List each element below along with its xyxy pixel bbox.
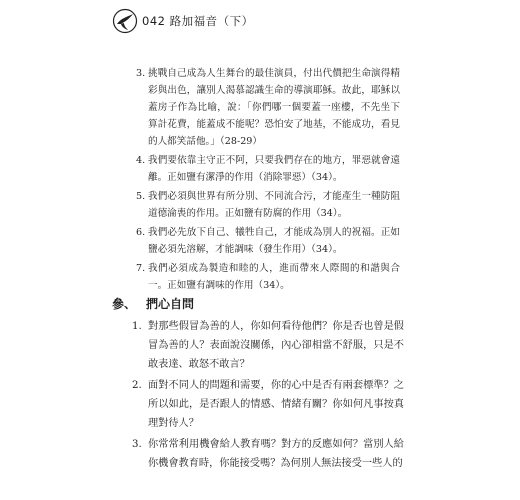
section-title: 捫心自問 — [146, 297, 195, 311]
item-text: 挑戰自己成為人生舞台的最佳演員，付出代價把生命演得精彩與出色，讓別人渴慕認識生命的導演耶穌。故此，耶穌以蓋房子作為比喻，說：「你們哪一個要蓋一座樓，不先坐下算計花費，能蓋成不能呢？恐怕安了地基，不能成功，看見的人都笑話他。」（28-29） — [148, 68, 400, 147]
item-text: 我們必先放下自己、犧牲自己，才能成為別人的祝福。正如鹽必須先溶解，才能調味（發生作用）（34）。 — [148, 227, 400, 255]
item-text: 我們必須與世界有所分別、不同流合污，才能產生一種防阻道德淪喪的作用。正如鹽有防腐的作用（34）。 — [148, 191, 400, 219]
list-item — [136, 260, 400, 294]
item-text: 面對不同人的問題和需要，你的心中是否有兩套標準？之所以如此，是否跟人的情感、情緒有關？你如何凡事按真理對待人？ — [148, 380, 404, 429]
item-text: 你常常利用機會給人教育嗎？對方的反應如何？當別人給你機會教育時，你能接受嗎？為何別人無法接受一些人的 — [148, 439, 404, 469]
item-number: 5. — [136, 191, 146, 202]
list-item — [132, 376, 404, 433]
item-text: 我們要依靠主守正不阿，只要我們存在的地方，罪惡就會遠離。正如鹽有潔淨的作用（消除罪惡）（34）。 — [148, 155, 400, 183]
item-number: 3. — [132, 439, 142, 450]
list-item — [136, 152, 400, 186]
application-list — [136, 65, 400, 296]
section-heading — [112, 295, 194, 312]
dove-logo-icon — [112, 8, 138, 34]
list-item — [136, 224, 400, 258]
item-number: 2. — [132, 380, 142, 391]
item-text: 我們必須成為製造和睦的人，進而帶來人際間的和諧與合一。正如鹽有調味的作用（34）。 — [148, 263, 400, 291]
list-item — [136, 188, 400, 222]
list-item — [132, 317, 404, 374]
page-number: 042 — [142, 14, 166, 28]
item-number: 3. — [136, 68, 146, 79]
book-title: 路加福音（下） — [169, 14, 254, 28]
item-number: 1. — [132, 321, 142, 332]
item-text: 對那些假冒為善的人，你如何看待他們？你是否也曾是假冒為善的人？表面說沒關係，內心卻相當不舒服，只是不敢表達、敢怒不敢言？ — [148, 321, 404, 370]
section-label: 參、 — [112, 297, 137, 311]
list-item — [136, 65, 400, 150]
item-number: 6. — [136, 227, 146, 238]
running-header — [142, 13, 254, 29]
list-item — [132, 435, 404, 473]
reflection-question-list — [132, 317, 404, 475]
item-number: 7. — [136, 263, 146, 274]
item-number: 4. — [136, 155, 146, 166]
